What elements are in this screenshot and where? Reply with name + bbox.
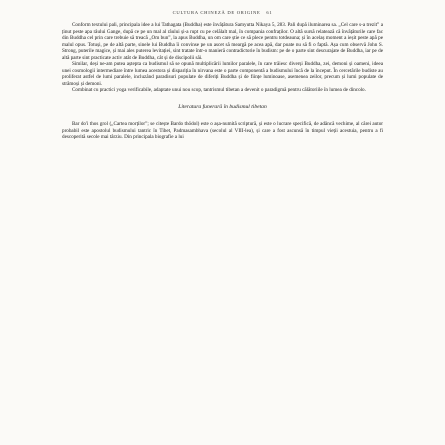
running-header — [62, 10, 383, 16]
body-paragraph-1: Conform textului pali, principala idee a lui Tathagata (Buddha) este învățătura Samyutta Nikaya 5, 283. Pali după iluminarea sa. „Cel care s-a trezit” a ținut peste apa râului Gange, după ce pe un mal al râului și-a rupt cu pe celălalt mal, în compania confraților. O altă sursă relatează că învățăturile care fac din Buddha cel prin care trebuie să treacă „Om bun”, la apus Buddha, un om care știe ce să plece pentru totdeauna; și în acelaș moment a ieșit peste apă pe malul opus. Totuși, pe de altă parte, sinele lui Buddha îi convinse pe un ascet să meargă pe acea apă, dar poate nu să fi o faptă. Așa cum observă John S. Strong, puterile magice, și mai ales puterea levitației, sint tratate într-o manieră contradictorie în budism: pe de o parte sint descurajate de Buddha, iar pe de altă parte sint practicate activ atât de Buddha, cât și de discipolii săi. — [62, 22, 383, 61]
body-paragraph-3: Combinat cu practici yoga verificabile, adaptate unui nou scop, tantrismul tibetan a devenit o paradigmă pentru călătoriile în lumea de dincolo. — [72, 87, 366, 94]
body-paragraph-2: Similar, deși ne-am putea aștepta ca budismul să se opună multiplicării lumilor paralele, în care trăiesc diverși Buddha, zei, demoni și oameni, ideea unei cosmologii intermediare între lumea acestora și dispariția în nirvana este o parte componentă a budismului încă de la început. În cercetările budiste au proliferat astfel de lumi paralele, incluzând paradisuri populate de diferiți Buddha și de ființe luminoase, asemenea zeilor, precum și lumi populate de strămoși și demoni. — [62, 61, 383, 87]
section-paragraph-1: Bar do'i thos grol („Cartea morților”; se citește Bardo thödol) este o așa-numită scriptură, și este o lucrare specifică, de adâncă vechime, al cărei autor probabil este apostolul budismului tantric în Tibet, Padmasambhava (secolul al VIII-lea), și care a fost ascunsă în timpul vieții acestuia, pentru a fi descoperită secole mai târziu. Din principala biografie a lui — [62, 121, 383, 141]
page-number: 61 — [266, 10, 273, 15]
running-header-text: CULTURA CHINEZĂ DE ORIGINE — [172, 10, 261, 15]
section-title: Literatura funerară în budismul tibetan — [178, 104, 267, 111]
